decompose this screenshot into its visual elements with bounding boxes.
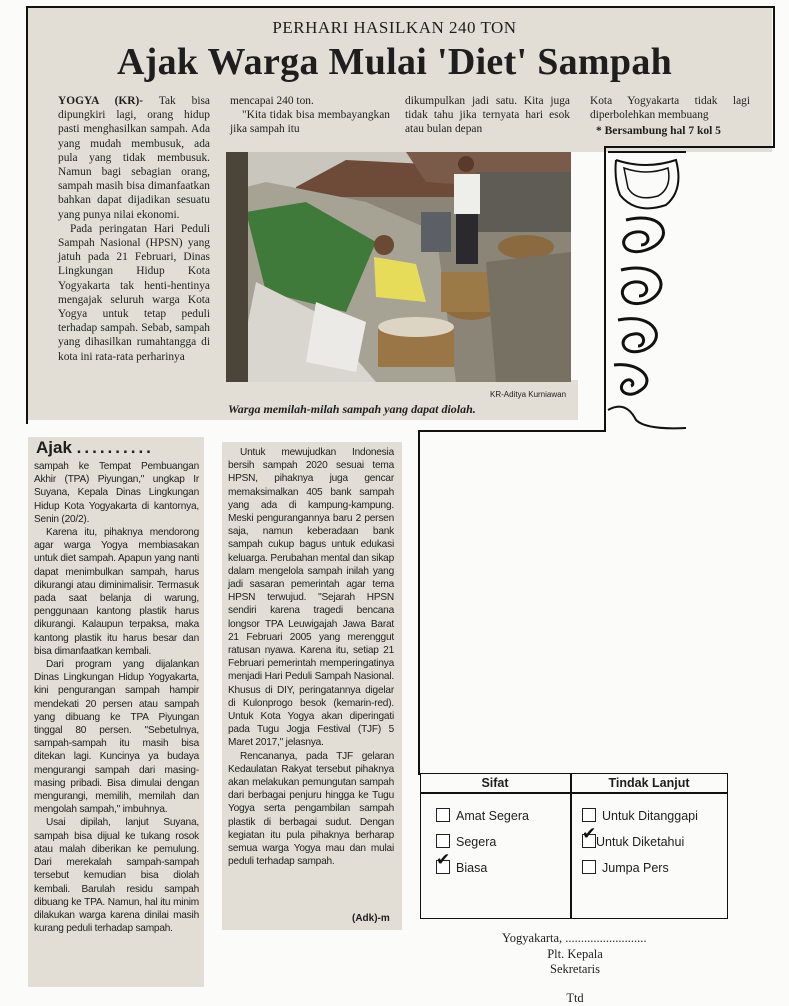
tindak-header: Tindak Lanjut (608, 776, 690, 790)
article-paragraph: "Kita tidak bisa membayangkan jika sampah itu (230, 109, 390, 136)
article-paragraph: Karena itu, pihaknya mendorong agar warga Yogya membiasakan untuk diet sampah. Apapun yang nanti dapat menimbulkan sampah, harus dikurangi atau diminimalisir. Termasuk pada saat belanja di warung, penggunaan kantong plastik harus dikurangi. Kalaupun terpaksa, maka kantong plastik itu harus besar dan bisa dimanfaatkan kembali. (34, 527, 199, 657)
dateline: YOGYA (KR)- (58, 95, 144, 107)
sifat-option-biasa[interactable] (436, 850, 488, 875)
article-col4-top: Kota Yogyakarta tidak lagi diperbolehkan membuang (590, 95, 750, 122)
signature-title: Sekretaris (550, 962, 600, 976)
signature-ttd: Ttd (566, 991, 584, 1005)
option-label: Biasa (456, 861, 488, 875)
jump-head (36, 438, 154, 458)
checkbox[interactable] (436, 808, 450, 822)
article-paragraph: Pada peringatan Hari Peduli Sampah Nasional (HPSN) yang jatuh pada 21 Februari, Dinas Lingkungan Hidup Kota Yogyakarta tak henti-hentinya mengajak seluruh warga Kota Yogya untuk tetap peduli terhadap sampah. Sebab, sampah yang dihasilkan rumahtangga di kota ini rata-rata perharinya (58, 222, 210, 363)
checkbox[interactable] (436, 850, 451, 874)
border-right-step (604, 146, 775, 148)
jump-head-word: Ajak (36, 438, 72, 457)
article-col3-top: dikumpulkan jadi satu. Kita juga tidak tahu jika ternyata hari esok atau bulan depan (405, 95, 570, 136)
ornament-icon (606, 150, 690, 430)
headline-title: Ajak Warga Mulai 'Diet' Sampah (116, 41, 673, 83)
sifat-header: Sifat (481, 776, 509, 790)
continued-note: * Bersambung hal 7 kol 5 (596, 125, 721, 137)
option-label: Untuk Diketahui (596, 835, 685, 849)
article-paragraph: sampah ke Tempat Pembuangan Akhir (TPA) Piyungan," ungkap Ir Suyana, Kepala Dinas Lingkungan Hidup Kota Yogyakarta di kantornya, Senin (20/2). (34, 461, 199, 525)
jump-head-dots: .......... (76, 438, 154, 457)
article-col1 (58, 94, 210, 364)
checkmark-icon: ✔ (436, 850, 451, 870)
tindak-option-diketahui[interactable] (582, 824, 685, 849)
article-paragraph: Usai dipilah, lanjut Suyana, sampah bisa dijual ke tukang rosok atau malah diberikan ke pemulung. Dari merekalah sampah-sampah tersebut kemudian bisa diolah kembali. Barulah residu sampah dibuang ke TPA. Namun, hal itu minim dilakukan warga karena dinilai masih kurang peduli terhadap sampah. (34, 817, 199, 935)
signature-place-date: Yogyakarta, .......................... (502, 931, 647, 945)
continuation-right (228, 446, 394, 869)
checkbox[interactable] (436, 834, 450, 848)
border-top (26, 6, 774, 8)
article-paragraph: Dari program yang dijalankan Dinas Lingkungan Hidup Yogyakarta, kini pengurangan sampah hampir mendekati 20 persen atau sampah yang dibuang ke TPA Piyungan tinggal 80 persen. "Sebetulnya, sampah-sampah itu masih bisa ditekan lagi. Kuncinya ya budaya mengurangi sampah dari masing-masing pribadi. Bisa dimulai dengan mengurangi, memilih, memilah dan mengolah sampah," imbuhnya. (34, 659, 199, 816)
headline-kicker: PERHARI HASILKAN 240 TON (272, 18, 517, 37)
option-label: Segera (456, 835, 497, 849)
option-label: Amat Segera (456, 809, 529, 823)
checkbox[interactable] (582, 808, 596, 822)
article-paragraph: Rencananya, pada TJF gelaran Kedaulatan Rakyat tersebut pihaknya akan melakukan pemungutan sampah dari berbagai penjuru hingga ke Tugu Yogya serta pengambilan sampah plastik di berbagai sudut. Dengan kegiatan itu pula pihaknya berharap semua warga Yogya mau dan mulai peduli terhadap sampah. (228, 750, 394, 868)
photo-credit: KR-Aditya Kurniawan (490, 390, 567, 399)
table-divider (570, 773, 572, 919)
option-label: Untuk Ditanggapi (602, 809, 698, 823)
signature-position: Plt. Kepala (547, 947, 603, 961)
sifat-option-amat-segera[interactable] (436, 808, 529, 823)
sifat-option-segera[interactable] (436, 834, 496, 849)
checkbox[interactable] (582, 824, 597, 848)
option-label: Jumpa Pers (602, 861, 669, 875)
article-paragraph: Untuk mewujudkan Indonesia bersih sampah 2020 sesuai tema HPSN, pihaknya juga gencar memaksimalkan 405 bank sampah yang ada di kampung-kampung. Meski pengurangannya baru 2 persen saja, namun keberadaan bank sampah cukup bagus untuk edukasi keluarga. Perubahan mental dan sikap dalam mengelola sampah inilah yang jadi sasaran pemerintah agar tema HPSN terwujud. "Sejarah HPSN sendiri karena tragedi bencana longsor TPA Leuwigajah Jawa Barat 21 Februari 2005 yang merenggut ratusan nyawa. Karena itu, setiap 21 Februari pemerintah memperingatinya menjadi Hari Peduli Sampah Nasional. Khusus di DIY, peringatannya digelar di Kulonprogo besok (kemarin-red). Untuk Kota Yogya akan diperingati pada Tugu Jogja Festival (TJF) 5 Maret 2017," jelasnya. (228, 447, 394, 749)
byline: (Adk)-m (352, 913, 390, 924)
border-mid-h (418, 430, 606, 432)
photo-caption: Warga memilah-milah sampah yang dapat diolah. (228, 402, 476, 416)
article-paragraph: Tak bisa dipungkiri lagi, orang hidup pasti menghasilkan sampah. Ada yang mudah membusuk, ada pula yang tidak membusuk. Namun bagi sebagian orang, sampah masih bisa dimanfaatkan bahkan dapat dijadikan sesuatu yang punya nilai ekonomi. (58, 95, 210, 221)
photo-illustration (226, 152, 571, 382)
checkmark-icon: ✔ (582, 824, 597, 844)
article-paragraph: mencapai 240 ton. (230, 95, 314, 107)
border-mid-v (418, 430, 420, 775)
checkbox[interactable] (582, 860, 596, 874)
news-photo (226, 152, 571, 382)
article-col2-top (230, 94, 390, 137)
table-header-line (420, 792, 728, 794)
continuation-left (34, 460, 199, 935)
tindak-option-ditanggapi[interactable] (582, 808, 698, 823)
tindak-option-jumpa-pers[interactable] (582, 860, 669, 875)
